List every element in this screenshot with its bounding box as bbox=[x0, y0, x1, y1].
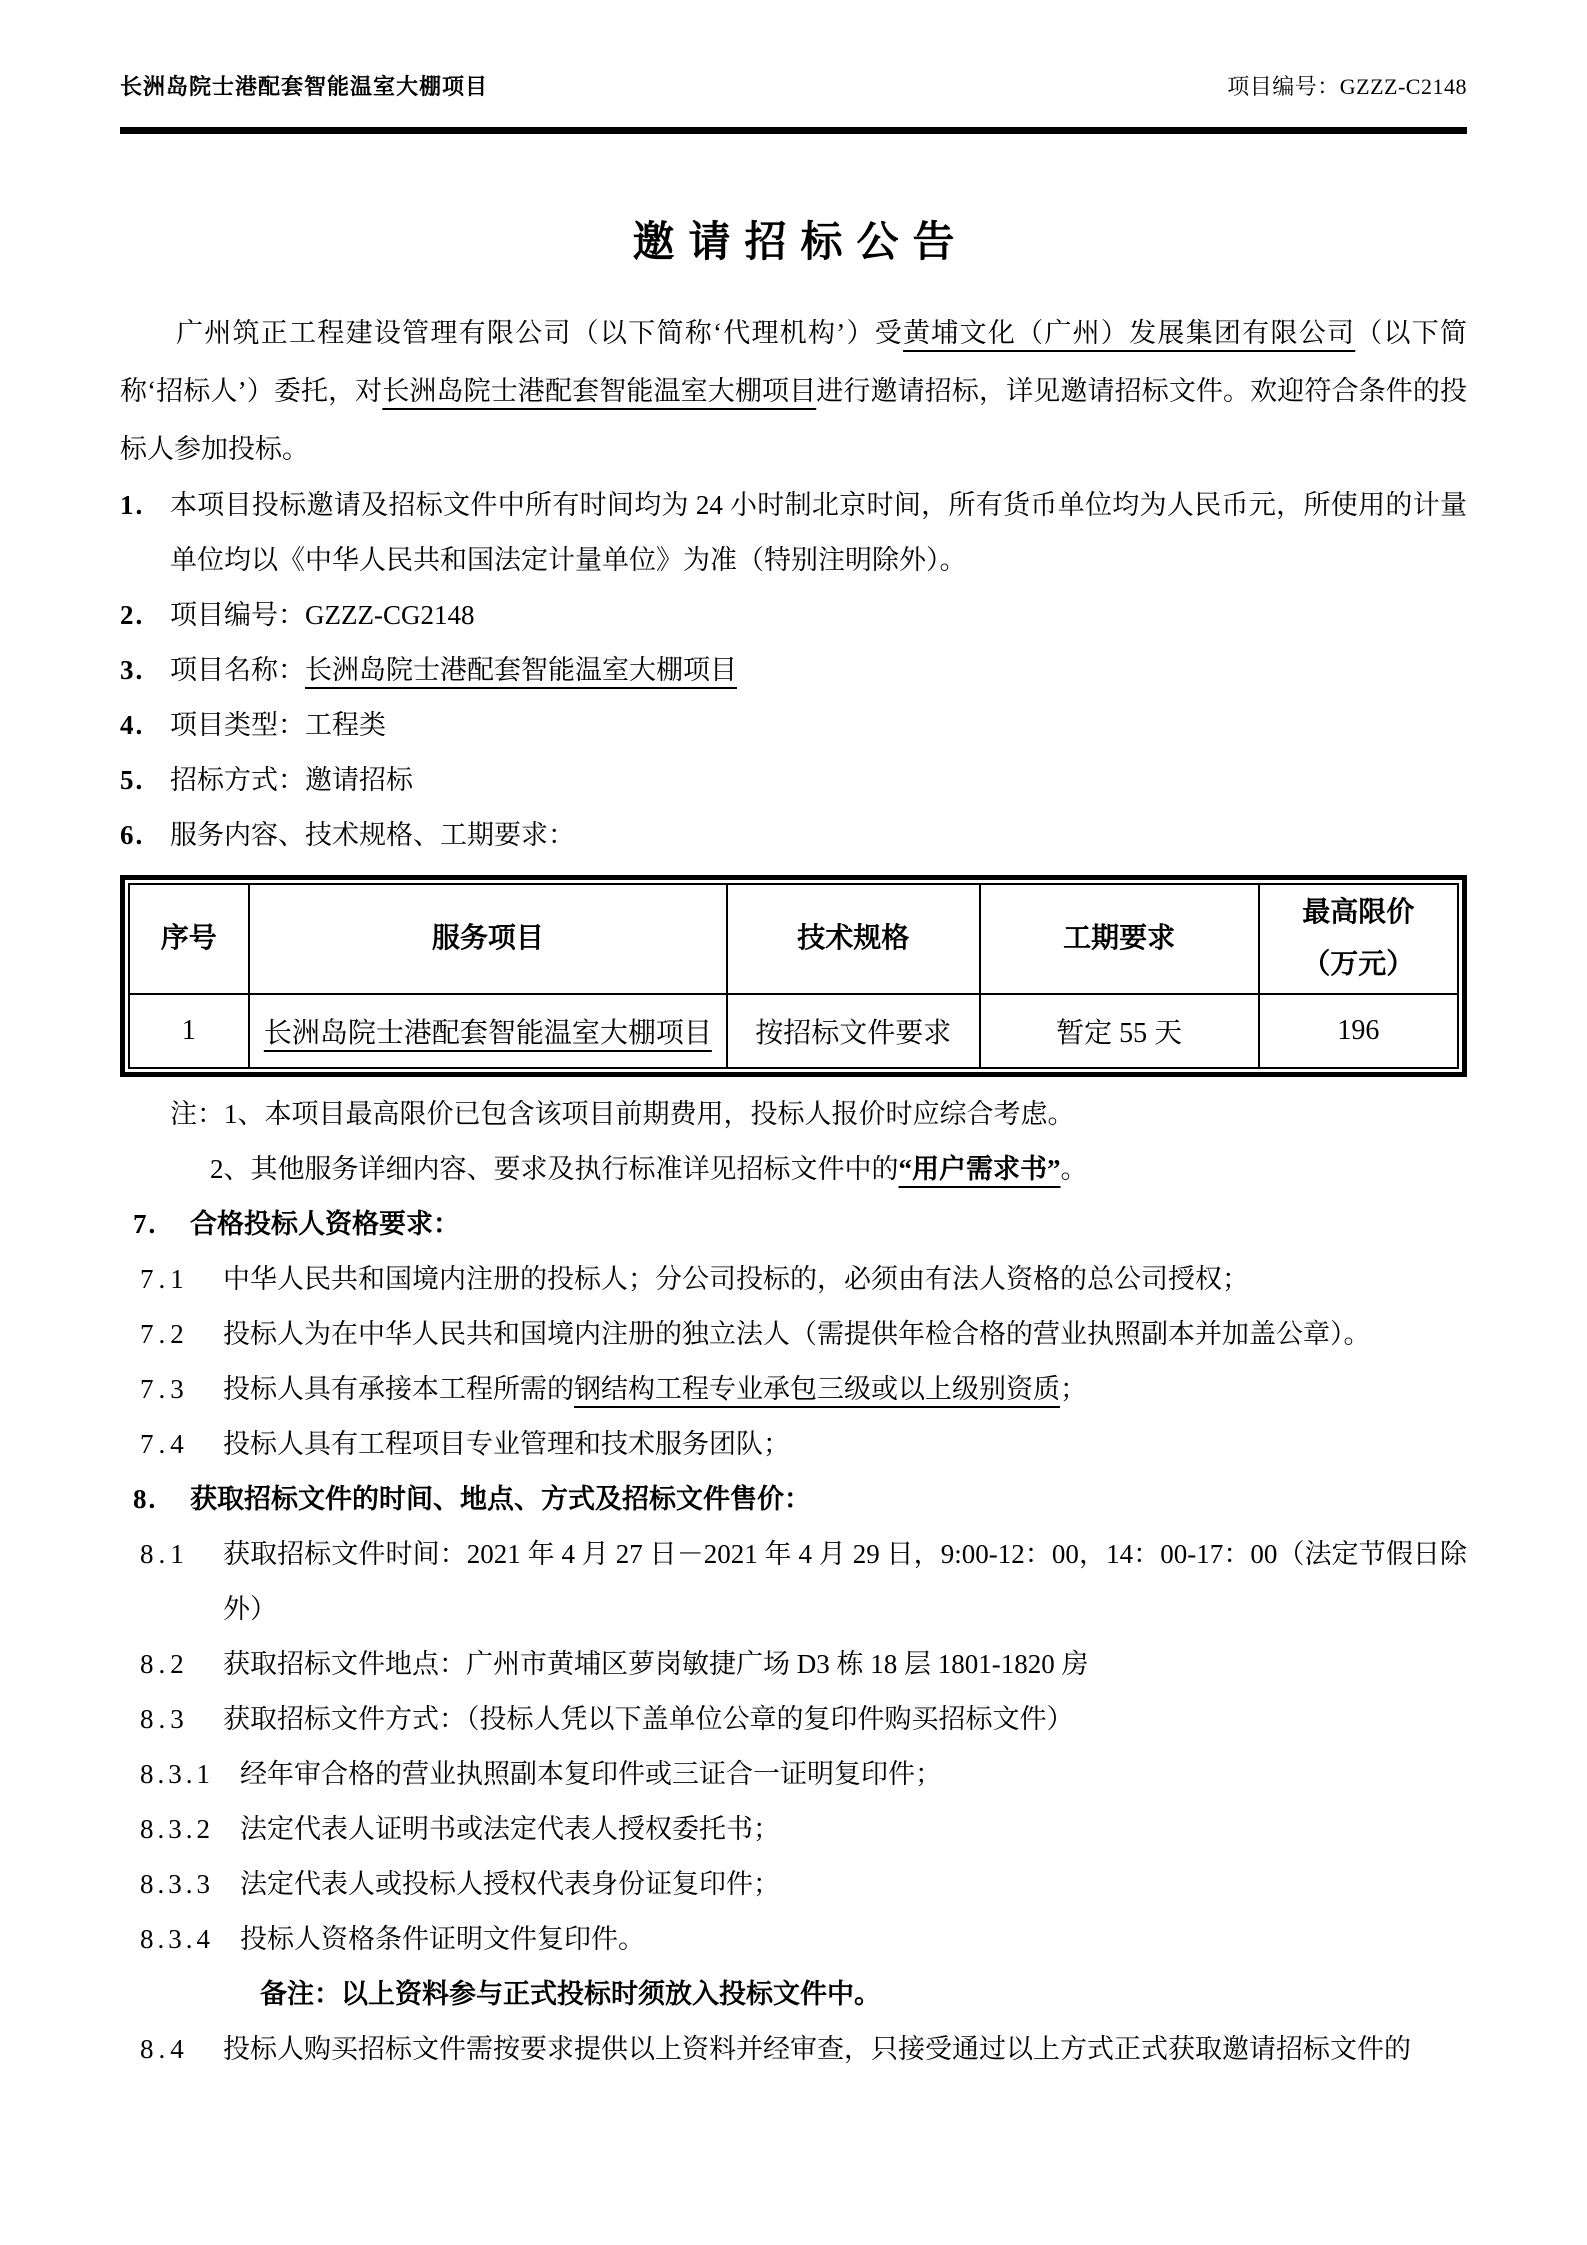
intro-text-3: 进行邀请招标，详见邀请招标文件。欢迎符合条件的投标人参加投标。 bbox=[120, 376, 1468, 464]
cell-duration: 暂定 55 天 bbox=[980, 994, 1259, 1068]
item-text: 投标人购买招标文件需按要求提供以上资料并经审查，只接受通过以上方式正式获取邀请招标文件的 bbox=[223, 2034, 1411, 2064]
item-3-project-name-underlined: 长洲岛院士港配套智能温室大棚项目 bbox=[305, 655, 737, 685]
item-text: 投标人资格条件证明文件复印件。 bbox=[240, 1924, 645, 1954]
intro-text-1: 广州筑正工程建设管理有限公司（以下简称‘代理机构’）受 bbox=[176, 318, 904, 348]
item-7-3-text: 投标人具有承接本工程所需的 bbox=[223, 1374, 574, 1404]
item-number: 4. bbox=[120, 710, 145, 740]
section-7-heading bbox=[133, 1197, 1467, 1252]
col-header-price-line2: （万元） bbox=[1302, 949, 1415, 980]
col-header-service: 服务项目 bbox=[249, 884, 727, 994]
intro-underlined-tenderee: 黄埔文化（广州）发展集团有限公司 bbox=[903, 318, 1356, 348]
col-header-price bbox=[1259, 884, 1458, 994]
cell-price: 196 bbox=[1259, 994, 1458, 1068]
document-title: 邀请招标公告 bbox=[632, 220, 969, 266]
header-project-number: 项目编号：GZZZ-C2148 bbox=[1227, 74, 1467, 99]
list-item-8-3-3 bbox=[140, 1857, 1467, 1912]
service-table bbox=[128, 883, 1459, 1069]
item-number: 7.1 bbox=[140, 1264, 189, 1294]
service-table-wrapper bbox=[120, 875, 1467, 1077]
item-text: 项目类型：工程类 bbox=[170, 710, 386, 740]
item-number: 2. bbox=[120, 600, 145, 630]
remark-line: 备注：以上资料参与正式投标时须放入投标文件中。 bbox=[260, 1979, 881, 2009]
item-number: 3. bbox=[120, 655, 145, 685]
col-header-seq: 序号 bbox=[129, 884, 249, 994]
section-title: 合格投标人资格要求： bbox=[190, 1209, 460, 1239]
item-number: 8.3 bbox=[140, 1704, 189, 1734]
item-text: 中华人民共和国境内注册的投标人；分公司投标的，必须由有法人资格的总公司授权； bbox=[223, 1264, 1249, 1294]
item-number: 8.4 bbox=[140, 2034, 189, 2064]
item-text: 招标方式：邀请招标 bbox=[170, 765, 413, 795]
list-item-8-3 bbox=[140, 1692, 1467, 1747]
item-text: 获取招标文件方式：（投标人凭以下盖单位公章的复印件购买招标文件） bbox=[223, 1704, 1074, 1734]
note-2-user-requirements-underlined: “用户需求书” bbox=[898, 1154, 1061, 1184]
item-text bbox=[223, 1362, 1467, 1417]
cell-service bbox=[249, 994, 727, 1068]
section-title: 获取招标文件的时间、地点、方式及招标文件售价： bbox=[190, 1484, 811, 1514]
header-divider bbox=[120, 127, 1467, 134]
item-text: 服务内容、技术规格、工期要求： bbox=[170, 820, 575, 850]
list-item-7-1 bbox=[140, 1252, 1467, 1307]
list-item-8-2 bbox=[140, 1637, 1467, 1692]
item-number: 7.3 bbox=[140, 1374, 189, 1404]
section-number: 8. bbox=[133, 1484, 158, 1514]
cell-service-underlined: 长洲岛院士港配套智能温室大棚项目 bbox=[263, 1018, 712, 1049]
item-text: 获取招标文件时间：2021 年 4 月 27 日－2021 年 4 月 29 日，9:00-12：00，14：00-17：00（法定节假日除外） bbox=[223, 1539, 1467, 1624]
cell-spec: 按招标文件要求 bbox=[727, 994, 980, 1068]
table-note-2 bbox=[210, 1142, 1467, 1197]
item-text: 获取招标文件地点：广州市黄埔区萝岗敏捷广场 D3 栋 18 层 1801-1820 房 bbox=[223, 1649, 1089, 1679]
list-item-5 bbox=[120, 753, 1467, 808]
list-item-8-3-4 bbox=[140, 1912, 1467, 1967]
section-8-heading bbox=[133, 1472, 1467, 1527]
header-project-name: 长洲岛院士港配套智能温室大棚项目 bbox=[120, 74, 489, 99]
item-7-3-suffix: ； bbox=[1060, 1374, 1087, 1404]
list-item-8-1 bbox=[140, 1527, 1467, 1637]
list-item-8-4 bbox=[140, 2022, 1467, 2077]
item-text: 投标人为在中华人民共和国境内注册的独立法人（需提供年检合格的营业执照副本并加盖公章）。 bbox=[223, 1319, 1371, 1349]
item-text: 项目编号：GZZZ-CG2148 bbox=[170, 600, 475, 630]
list-item-1 bbox=[120, 478, 1467, 588]
list-item-3 bbox=[120, 643, 1467, 698]
item-number: 1. bbox=[120, 490, 145, 520]
note-2-period: 。 bbox=[1060, 1154, 1088, 1184]
item-number: 8.2 bbox=[140, 1649, 189, 1679]
col-header-spec: 技术规格 bbox=[727, 884, 980, 994]
item-number: 8.3.2 bbox=[140, 1814, 214, 1844]
item-number: 6. bbox=[120, 820, 145, 850]
table-note-1: 注：1、本项目最高限价已包含该项目前期费用，投标人报价时应综合考虑。 bbox=[170, 1099, 1075, 1129]
item-number: 8.3.4 bbox=[140, 1924, 214, 1954]
item-number: 8.3.1 bbox=[140, 1759, 214, 1789]
item-text: 经年审合格的营业执照副本复印件或三证合一证明复印件； bbox=[240, 1759, 942, 1789]
item-number: 7.2 bbox=[140, 1319, 189, 1349]
list-item-6 bbox=[120, 808, 1467, 863]
table-row bbox=[129, 994, 1458, 1068]
item-number: 7.4 bbox=[140, 1429, 189, 1459]
item-number: 5. bbox=[120, 765, 145, 795]
item-number: 8.3.3 bbox=[140, 1869, 214, 1899]
note-2-text: 2、其他服务详细内容、要求及执行标准详见招标文件中的 bbox=[210, 1154, 899, 1184]
list-item-8-3-1 bbox=[140, 1747, 1467, 1802]
item-text: 法定代表人证明书或法定代表人授权委托书； bbox=[240, 1814, 780, 1844]
item-3-label: 项目名称： bbox=[170, 655, 305, 685]
col-header-price-line1: 最高限价 bbox=[1302, 897, 1415, 928]
item-7-3-qualification-underlined: 钢结构工程专业承包三级或以上级别资质 bbox=[574, 1374, 1060, 1404]
section-number: 7. bbox=[133, 1209, 158, 1239]
item-text: 投标人具有工程项目专业管理和技术服务团队； bbox=[223, 1429, 790, 1459]
list-item-7-3 bbox=[140, 1362, 1467, 1417]
intro-paragraph bbox=[120, 304, 1467, 478]
col-header-duration: 工期要求 bbox=[980, 884, 1259, 994]
item-text: 法定代表人或投标人授权代表身份证复印件； bbox=[240, 1869, 780, 1899]
list-item-4 bbox=[120, 698, 1467, 753]
item-text: 本项目投标邀请及招标文件中所有时间均为 24 小时制北京时间，所有货币单位均为人民币元，所使用的计量单位均以《中华人民共和国法定计量单位》为准（特别注明除外）。 bbox=[170, 490, 1467, 575]
cell-seq: 1 bbox=[129, 994, 249, 1068]
list-item-8-3-2 bbox=[140, 1802, 1467, 1857]
list-item-7-2 bbox=[140, 1307, 1467, 1362]
list-item-7-4 bbox=[140, 1417, 1467, 1472]
intro-text-2: （以下简称‘招标人’）委托，对 bbox=[120, 318, 1468, 406]
intro-underlined-project: 长洲岛院士港配套智能温室大棚项目 bbox=[382, 376, 817, 406]
page-header bbox=[120, 70, 1467, 101]
list-item-2 bbox=[120, 588, 1467, 643]
item-text bbox=[170, 643, 1467, 698]
item-number: 8.1 bbox=[140, 1539, 189, 1569]
table-header-row bbox=[129, 884, 1458, 994]
